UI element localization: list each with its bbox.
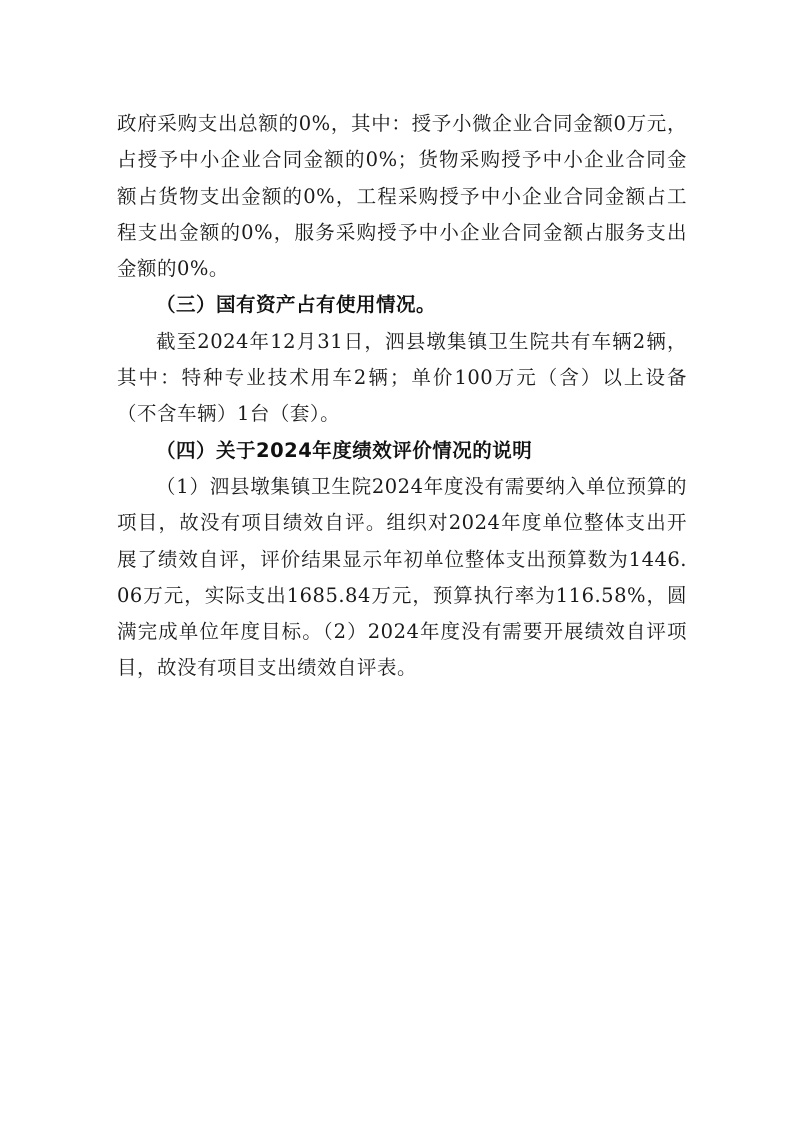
section-heading-assets: （三）国有资产占有使用情况。 — [156, 293, 437, 317]
performance-paragraph: （1）泗县墩集镇卫生院2024年度没有需要纳入单位预算的项目，故没有项目绩效自评。组织对2024年度单位整体支出开展了绩效自评，评价结果显示年初单位整体支出预算数为1446.06万元，实际支出1685.84万元，预算执行率为116.58%，圆满完成单位年度目标。（2）2024年度没有需要开展绩效自评项目，故没有项目支出绩效自评表。 — [117, 474, 687, 680]
procurement-paragraph: 政府采购支出总额的0%，其中：授予小微企业合同金额0万元，占授予中小企业合同金额的0%；货物采购授予中小企业合同金额占货物支出金额的0%，工程采购授予中小企业合同金额占工程支出金额的0%，服务采购授予中小企业合同金额占服务支出金额的0%。 — [117, 112, 687, 281]
document-body — [117, 106, 687, 687]
section-heading-performance: （四）关于2024年度绩效评价情况的说明 — [156, 438, 533, 462]
assets-paragraph: 截至2024年12月31日，泗县墩集镇卫生院共有车辆2辆，其中：特种专业技术用车2辆；单价100万元（含）以上设备（不含车辆）1台（套）。 — [117, 329, 687, 426]
